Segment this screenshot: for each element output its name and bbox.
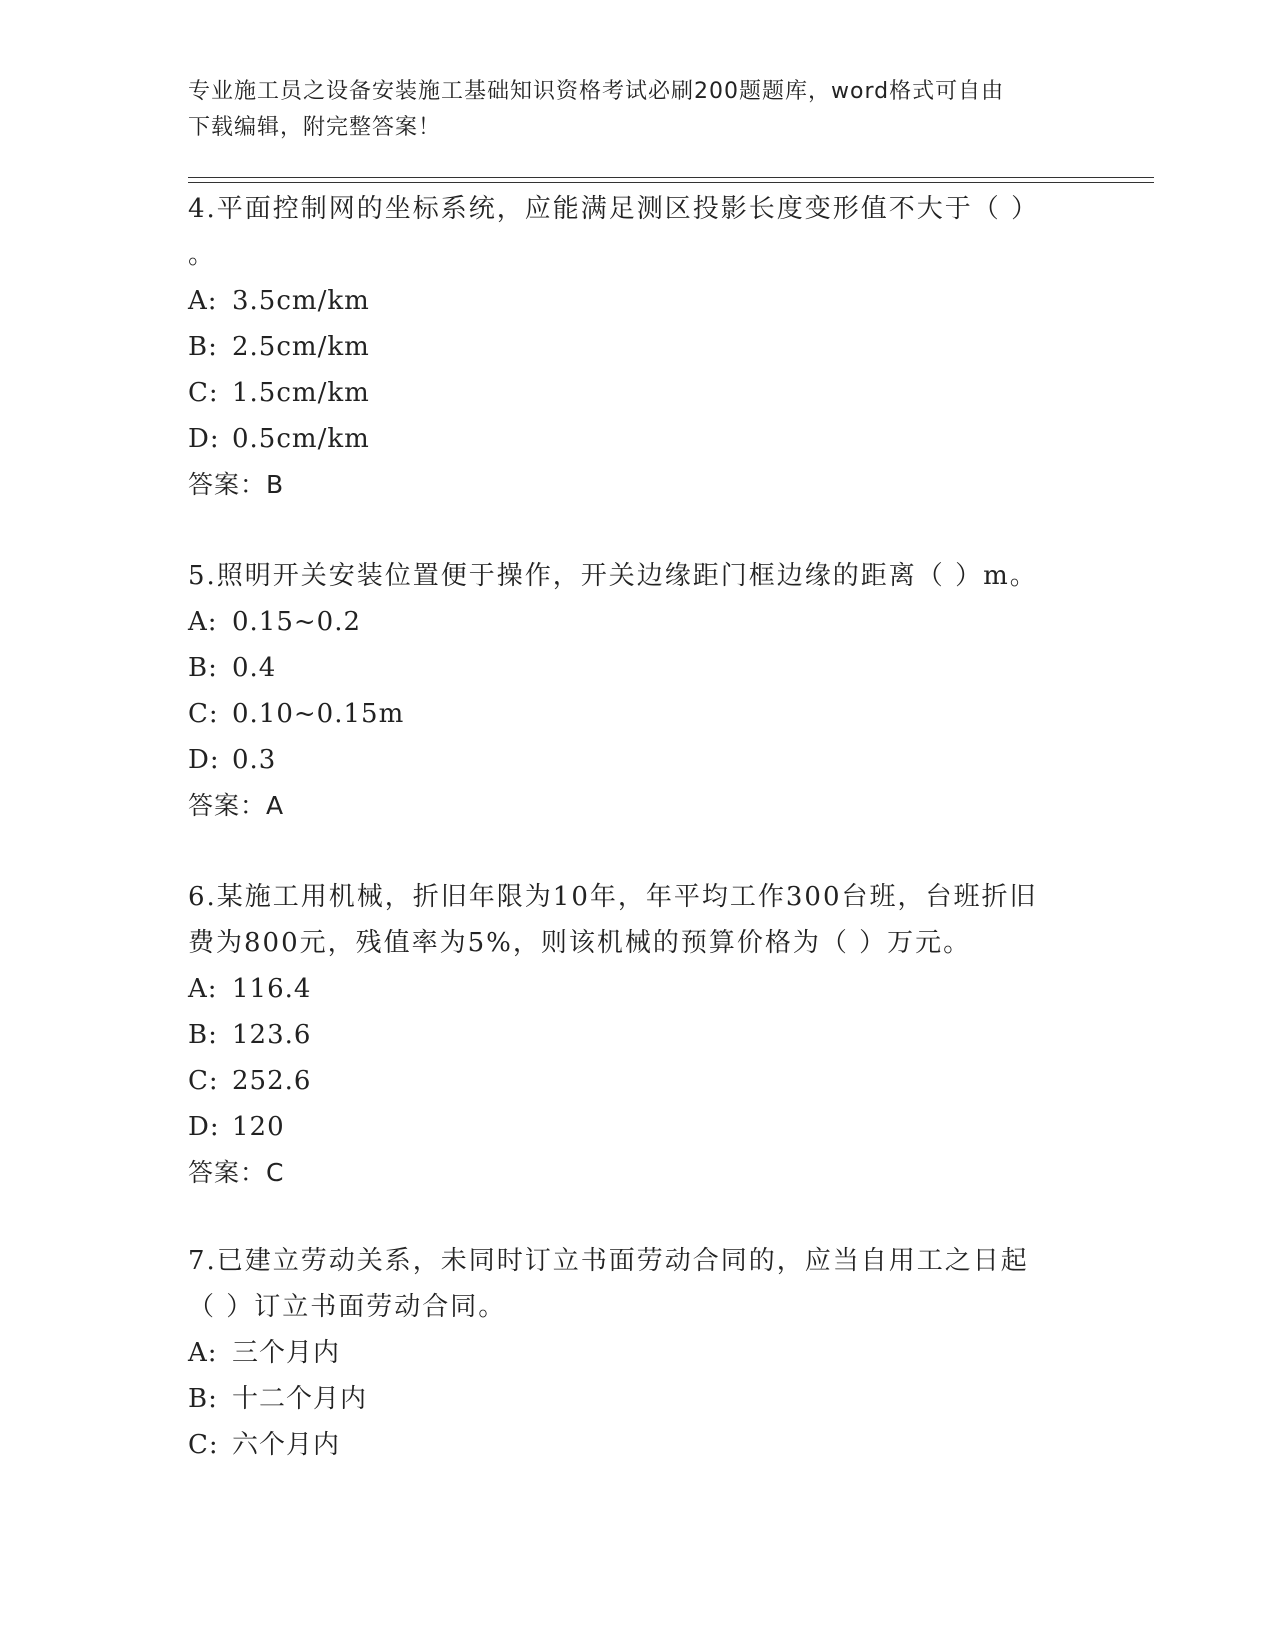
question-stem-line: （ ）订立书面劳动合同。 [188,1292,507,1322]
option-letter: C: [188,1066,219,1096]
option-text: 0.4 [232,653,277,683]
option-a [188,278,1088,324]
option-a [188,1330,1088,1376]
option-text: 123.6 [232,1020,312,1050]
document-header [188,74,1088,146]
option-text: 252.6 [232,1066,312,1096]
question-stem-line: 7.已建立劳动关系，未同时订立书面劳动合同的，应当自用工之日起 [188,1246,1029,1276]
option-a [188,966,1088,1012]
option-text: 0.5cm/km [232,424,370,454]
option-letter: A: [188,607,218,637]
answer-line: 答案：C [188,1158,285,1187]
question-stem-line: 5.照明开关安装位置便于操作，开关边缘距门框边缘的距离（ ）m。 [188,561,1038,591]
question-stem-line: 费为800元，残值率为5%，则该机械的预算价格为（ ）万元。 [188,928,972,958]
header-line-1: 专业施工员之设备安装施工基础知识资格考试必刷200题题库，word格式可自由 [188,79,1005,104]
option-text: 0.10~0.15m [232,699,405,729]
option-text: 120 [232,1112,285,1142]
option-d [188,416,1088,462]
option-letter: D: [188,424,220,454]
option-letter: A: [188,974,218,1004]
option-text: 0.3 [232,745,277,775]
answer-line: 答案：A [188,791,285,820]
option-text: 2.5cm/km [232,332,370,362]
header-divider-bottom [188,182,1154,183]
option-letter: A: [188,1338,218,1368]
question-7 [188,1238,1088,1468]
option-text: 3.5cm/km [232,286,370,316]
option-text: 三个月内 [232,1338,341,1368]
question-4 [188,186,1088,508]
option-letter: D: [188,745,220,775]
option-c [188,691,1088,737]
option-letter: B: [188,653,218,683]
option-d [188,1104,1088,1150]
option-letter: C: [188,378,219,408]
question-6 [188,874,1088,1196]
option-letter: A: [188,286,218,316]
option-text: 116.4 [232,974,312,1004]
option-b [188,1012,1088,1058]
option-text: 1.5cm/km [232,378,370,408]
option-b [188,645,1088,691]
option-letter: B: [188,332,218,362]
question-stem-line: 6.某施工用机械，折旧年限为10年，年平均工作300台班，台班折旧 [188,882,1038,912]
option-c [188,1422,1088,1468]
option-a [188,599,1088,645]
option-text: 十二个月内 [232,1384,368,1414]
question-5 [188,553,1088,829]
option-letter: B: [188,1384,218,1414]
option-text: 六个月内 [232,1430,341,1460]
option-letter: D: [188,1112,220,1142]
option-letter: B: [188,1020,218,1050]
question-stem-line: 。 [188,240,217,270]
question-stem-line: 4.平面控制网的坐标系统，应能满足测区投影长度变形值不大于（ ） [188,194,1040,224]
option-c [188,1058,1088,1104]
option-letter: C: [188,699,219,729]
option-b [188,324,1088,370]
option-c [188,370,1088,416]
option-letter: C: [188,1430,219,1460]
header-line-2: 下载编辑，附完整答案！ [188,115,442,140]
answer-line: 答案：B [188,470,285,499]
option-d [188,737,1088,783]
option-b [188,1376,1088,1422]
option-text: 0.15~0.2 [232,607,362,637]
header-divider-top [188,177,1154,178]
